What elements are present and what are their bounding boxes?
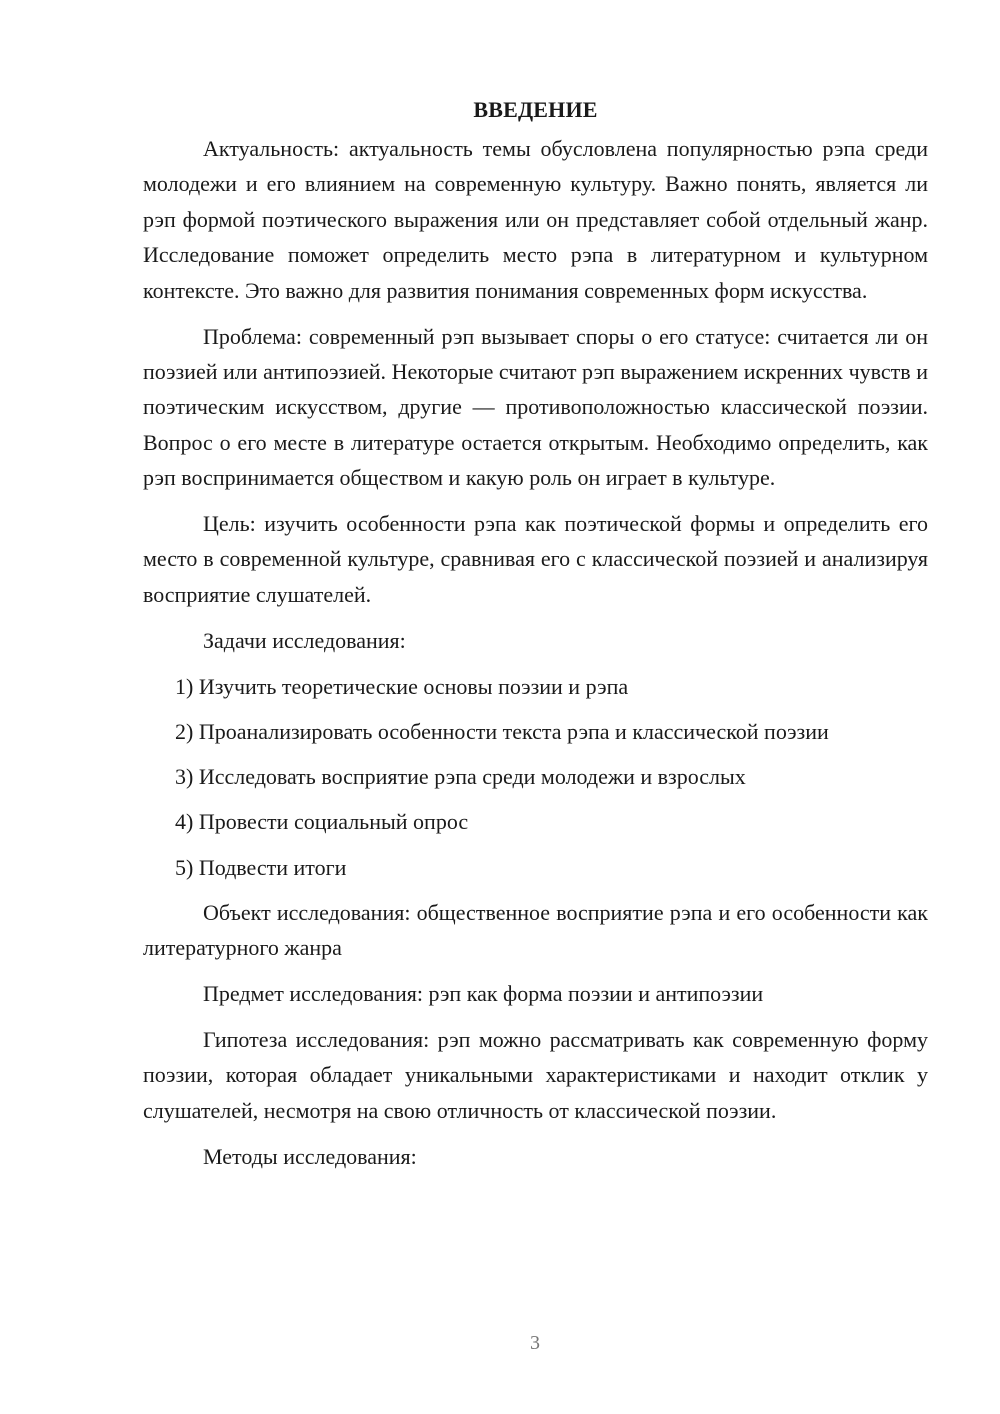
list-item: 5) Подвести итоги xyxy=(175,854,347,880)
section-title: ВВЕДЕНИЕ xyxy=(473,97,598,122)
paragraph-goal: Цель: изучить особенности рэпа как поэтической формы и определить его место в современной культуре, сравнивая его с классической поэзией и анализируя восприятие слушателей. xyxy=(143,511,928,607)
paragraph-object: Объект исследования: общественное восприятие рэпа и его особенности как литературного жанра xyxy=(143,899,928,961)
methods-heading: Методы исследования: xyxy=(203,1143,417,1169)
paragraph-subject: Предмет исследования: рэп как форма поэзии и антипоэзии xyxy=(203,981,764,1007)
list-item: 1) Изучить теоретические основы поэзии и рэпа xyxy=(175,673,629,699)
paragraph-problem: Проблема: современный рэп вызывает споры о его статусе: считается ли он поэзией или антипоэзией. Некоторые считают рэп выражением искренних чувств и поэтическим искусством, другие — противоположностью классической поэзии. Вопрос о его месте в литературе остается открытым. Необходимо определить, как рэп воспринимается обществом и какую роль он играет в культуре. xyxy=(143,323,928,491)
tasks-list xyxy=(143,669,928,885)
paragraph-relevance: Актуальность: актуальность темы обусловлена популярностью рэпа среди молодежи и его влиянием на современную культуру. Важно понять, является ли рэп формой поэтического выражения или он представляет собой отдельный жанр. Исследование поможет определить место рэпа в литературном и культурном контексте. Это важно для развития понимания современных форм искусства. xyxy=(143,136,928,303)
tasks-heading: Задачи исследования: xyxy=(203,627,406,653)
list-item: 4) Провести социальный опрос xyxy=(175,809,469,835)
document-page xyxy=(143,92,928,1185)
list-item: 2) Проанализировать особенности текста рэпа и классической поэзии xyxy=(175,718,829,744)
list-item: 3) Исследовать восприятие рэпа среди молодежи и взрослых xyxy=(175,764,746,790)
paragraph-hypothesis: Гипотеза исследования: рэп можно рассматривать как современную форму поэзии, которая обладает уникальными характеристиками и находит отклик у слушателей, несмотря на свою отличность от классической поэзии. xyxy=(143,1026,928,1123)
page-number: 3 xyxy=(530,1332,540,1354)
